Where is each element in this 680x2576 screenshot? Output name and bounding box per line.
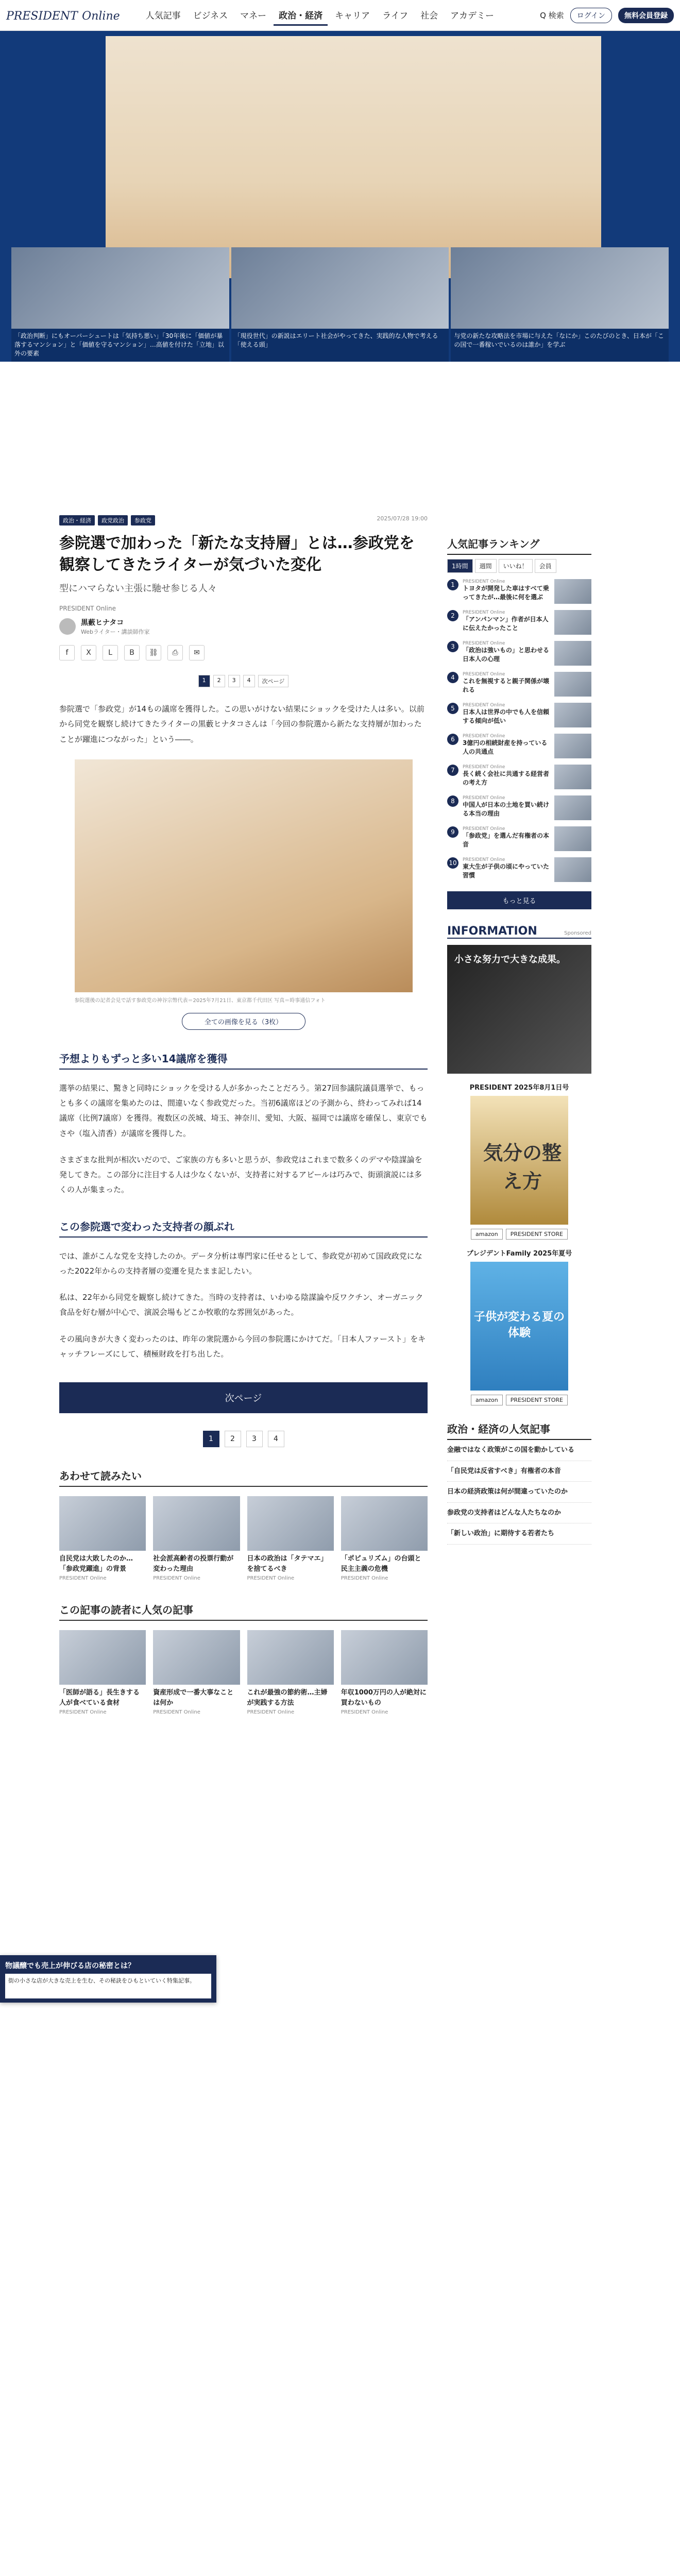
rank-title: トヨタが開発した車はすべて乗ってきたが…最後に何を選ぶ	[463, 585, 549, 601]
related-card[interactable]	[247, 1496, 334, 1581]
pager-item[interactable]: 3	[246, 1431, 263, 1447]
author-name: 黒藪ヒナタコ	[81, 619, 124, 627]
nav-item-money[interactable]: マネー	[240, 10, 267, 21]
nav-item-popular[interactable]: 人気記事	[145, 10, 181, 21]
ranking-item[interactable]	[447, 857, 591, 882]
rank-meta: PRESIDENT Online	[463, 703, 505, 708]
rank-meta: PRESIDENT Online	[463, 857, 505, 862]
register-button[interactable]: 無料会員登録	[618, 8, 674, 23]
print-icon[interactable]: ⎙	[167, 645, 183, 660]
rank-thumb	[554, 826, 591, 851]
card-source: PRESIDENT Online	[341, 1575, 388, 1581]
rank-thumb	[554, 672, 591, 697]
rank-number: 9	[447, 826, 458, 838]
logo-text: PRESIDENT	[6, 10, 78, 23]
paragraph: その風向きが大きく変わったのは、昨年の衆院選から今回の参院選にかけてだ。「日本人ファースト」をキャッチフレーズにして、積極財政を打ち出した。	[59, 1334, 426, 1359]
popular-card[interactable]	[59, 1630, 146, 1715]
latest-list	[447, 1440, 591, 1545]
hero-card-thumb	[11, 247, 229, 329]
sidebar	[447, 536, 591, 1545]
section-heading: この参院選で変わった支持者の顔ぶれ	[59, 1218, 428, 1238]
card-title: 日本の政治は「タテマエ」を捨てるべき	[247, 1555, 328, 1573]
ranking-item[interactable]	[447, 641, 591, 666]
nav-item-politics[interactable]: 政治・経済	[274, 5, 328, 26]
article-photo[interactable]	[74, 759, 413, 1004]
hero-card[interactable]	[451, 247, 669, 362]
card-thumb	[153, 1630, 240, 1685]
all-photos-button[interactable]: 全ての画像を見る（3枚）	[182, 1013, 305, 1030]
hero-cards	[0, 247, 680, 362]
site-logo[interactable]	[6, 8, 120, 23]
rank-thumb	[554, 610, 591, 635]
tab-like[interactable]: いいね！	[499, 559, 533, 573]
facebook-icon[interactable]: f	[59, 645, 75, 660]
rank-text	[463, 672, 550, 695]
rank-text	[463, 610, 550, 633]
card-thumb	[153, 1496, 240, 1551]
login-button[interactable]: ログイン	[570, 8, 612, 23]
page-link[interactable]: 2	[213, 675, 225, 687]
magazine-cover[interactable]	[470, 1096, 568, 1225]
article-date: 2025/07/28 19:00	[377, 515, 428, 522]
rank-title: 長く続く会社に共通する経営者の考え方	[463, 770, 550, 787]
card-source: PRESIDENT Online	[247, 1575, 295, 1581]
rank-text	[463, 734, 550, 757]
next-page-link[interactable]: 次ページ	[258, 675, 289, 687]
amazon-button[interactable]: amazon	[471, 1229, 503, 1240]
rank-thumb	[554, 795, 591, 820]
tag[interactable]: 政治・経済	[59, 515, 95, 526]
rank-thumb	[554, 579, 591, 604]
link-icon[interactable]: ⛓	[146, 645, 161, 660]
card-source: PRESIDENT Online	[153, 1575, 200, 1581]
hero-card[interactable]	[11, 247, 229, 362]
tab-member[interactable]: 会員	[535, 559, 556, 573]
card-title: これが最強の節約術…主婦が実践する方法	[247, 1689, 328, 1707]
card-thumb	[247, 1496, 334, 1551]
ranking-item[interactable]	[447, 826, 591, 851]
rank-text	[463, 795, 550, 819]
mail-icon[interactable]: ✉	[189, 645, 205, 660]
card-title: 社会派高齢者の投票行動が変わった理由	[153, 1555, 234, 1573]
header-actions	[540, 8, 674, 23]
nav-item-society[interactable]: 社会	[420, 10, 438, 21]
card-source: PRESIDENT Online	[59, 1575, 107, 1581]
rank-title: 東大生が子供の頃にやっていた習慣	[463, 863, 550, 879]
hero-card-text: 「現役世代」の新説はエリート社会がやってきた、実践的な人物で考える「使える頭」	[234, 332, 438, 348]
bookmark-icon[interactable]: B	[124, 645, 140, 660]
rank-meta: PRESIDENT Online	[463, 641, 505, 646]
page-link[interactable]: 1	[198, 675, 210, 687]
rank-title: 「参政党」を選んだ有権者の本音	[463, 832, 550, 849]
latest-item[interactable]: 「新しい政治」に期待する若者たち	[447, 1523, 591, 1545]
family-buttons	[447, 1395, 591, 1405]
article-title: 参院選で加わった「新たな支持層」とは…参政党を観察してきたライターが気づいた変化	[59, 534, 415, 574]
latest-item[interactable]: 金融ではなく政策がこの国を動かしている	[447, 1440, 591, 1461]
card-title: 資産形成で一番大事なことは何か	[153, 1689, 234, 1707]
page-link[interactable]: 3	[228, 675, 240, 687]
nav-item-academy[interactable]: アカデミー	[450, 10, 494, 21]
ranking-item[interactable]	[447, 734, 591, 758]
rank-meta: PRESIDENT Online	[463, 610, 505, 615]
rank-meta: PRESIDENT Online	[463, 579, 505, 584]
family-cover[interactable]: 子供が変わる夏の体験	[470, 1262, 568, 1391]
main-nav	[141, 5, 499, 26]
information-heading	[447, 925, 591, 939]
rank-number: 2	[447, 610, 458, 621]
rank-number: 5	[447, 703, 458, 714]
magazine-promo	[447, 1082, 591, 1240]
pager	[59, 1431, 428, 1447]
card-title: 自民党は大敗したのか…「参政党躍進」の背景	[59, 1555, 133, 1573]
logo-sub: Online	[82, 10, 120, 23]
rank-text	[463, 857, 550, 880]
card-source: PRESIDENT Online	[59, 1709, 107, 1715]
rank-thumb	[554, 641, 591, 666]
rank-meta: PRESIDENT Online	[463, 826, 505, 832]
paragraph: さまざまな批判が相次いだので、ご家族の方も多いと思うが、参政党はこれまで数多くのデマや陰謀論を発してきた。この部分に注目する人は少なくないが、支持者に対するアピールは巧みで、街頭演説には多くの人が集まった。	[59, 1155, 422, 1195]
popup-body: 街の小さな店が大きな売上を生む、その秘訣をひもといていく特集記事。	[5, 1974, 211, 1998]
ranking-item[interactable]	[447, 610, 591, 635]
rank-text	[463, 641, 550, 664]
store-button[interactable]: PRESIDENT STORE	[506, 1229, 568, 1240]
latest-item[interactable]: 参政党の支持者はどんな人たちなのか	[447, 1503, 591, 1524]
info-title: INFORMATION	[447, 925, 537, 938]
card-source: PRESIDENT Online	[247, 1709, 295, 1715]
popular-heading: この記事の読者に人気の記事	[59, 1602, 428, 1621]
card-source: PRESIDENT Online	[153, 1709, 200, 1715]
card-source: PRESIDENT Online	[341, 1709, 388, 1715]
article-tags	[59, 515, 428, 526]
paragraph: では、誰がこんな党を支持したのか。データ分析は専門家に任せるとして、参政党が初めて国政政党になった2022年からの支持者層の変遷を見たまま記したい。	[59, 1251, 422, 1276]
rank-number: 4	[447, 672, 458, 683]
photo-caption: 参院選後の記者会見で話す参政党の神谷宗幣代表＝2025年7月21日、東京都千代田区 写真＝時事通信フォト	[74, 997, 326, 1004]
related-heading: あわせて読みたい	[59, 1468, 428, 1487]
rank-number: 6	[447, 734, 458, 745]
tag[interactable]: 政党政治	[98, 515, 128, 526]
line-icon[interactable]: L	[103, 645, 118, 660]
paragraph: 私は、22年から同党を観察し続けてきた。当時の支持者は、いわゆる陰謀論や反ワクチン、オーガニック食品を好む層が中心で、演説会場もどこか牧歌的な雰囲気があった。	[59, 1293, 423, 1317]
tag[interactable]: 参政党	[131, 515, 155, 526]
popular-card[interactable]	[247, 1630, 334, 1715]
rank-text	[463, 579, 550, 602]
ranking-item[interactable]	[447, 672, 591, 697]
hero-card-text: 与党の新たな攻略法を市場に与えた「なにか」このたびのとき、日本が「この国で一番稼いでいるのは誰か」を学ぶ	[454, 332, 664, 348]
avatar	[59, 618, 76, 635]
more-button[interactable]: もっと見る	[447, 891, 591, 909]
magazine-buttons	[447, 1229, 591, 1240]
rank-meta: PRESIDENT Online	[463, 672, 505, 677]
magazine-title: PRESIDENT 2025年8月1日号	[469, 1084, 569, 1092]
card-title: 「医師が語る」長生きする人が食べている食材	[59, 1689, 140, 1707]
amazon-button[interactable]: amazon	[471, 1395, 503, 1405]
pager-item[interactable]: 1	[203, 1431, 219, 1447]
family-promo	[447, 1248, 591, 1405]
rank-title: 「政治は強いもの」と思わせる日本人の心理	[463, 647, 550, 663]
section-heading: 予想よりもずっと多い14議席を獲得	[59, 1050, 428, 1070]
ranking-item[interactable]	[447, 579, 591, 604]
related-grid	[59, 1496, 428, 1581]
related-card[interactable]	[153, 1496, 240, 1581]
rank-title: 日本人は世界の中でも人を信頼する傾向が低い	[463, 708, 550, 725]
related-card[interactable]	[59, 1496, 146, 1581]
rank-number: 1	[447, 579, 458, 590]
rank-text	[463, 826, 550, 850]
card-thumb	[341, 1630, 428, 1685]
latest-item[interactable]: 日本の経済政策は何が間違っていたのか	[447, 1482, 591, 1503]
magazine-cover-text: 気分の整え方	[483, 1141, 562, 1193]
rank-title: これを無視すると親子関係が壊れる	[463, 677, 550, 694]
article-subtitle: 型にハマらない主張に馳せ参じる人々	[59, 583, 217, 594]
hero-image[interactable]	[106, 36, 601, 278]
popular-card[interactable]	[153, 1630, 240, 1715]
rank-meta: PRESIDENT Online	[463, 734, 505, 739]
latest-item[interactable]: 「自民党は反省すべき」有権者の本音	[447, 1461, 591, 1482]
tab-hour[interactable]: 1時間	[447, 559, 473, 573]
search-button[interactable]: Q 検索	[540, 11, 564, 20]
paragraph: 選挙の結果に、驚きと同時にショックを受ける人が多かったことだろう。第27回参議院議員選挙で、もっとも多くの議席を集めたのは、間違いなく参政党だった。当初6議席ほどの予測から、終わってみれば14議席（比例7議席）を獲得。複数区の茨城、埼玉、神奈川、愛知、大阪、福岡では議席を確保し、東京でもさや（塩入清香）が議席を獲得した。	[59, 1083, 428, 1138]
hero-banner	[0, 31, 680, 362]
hero-card-thumb	[451, 247, 669, 329]
article-lead: 参院選で「参政党」が14もの議席を獲得した。この思いがけない結果にショックを受けた人は多い。以前から同党を観察し続けてきたライターの黒藪ヒナタコさんは「今回の参院選から新たな支持層が加わったことが躍進につながった」という――。	[59, 704, 424, 744]
popular-card[interactable]	[341, 1630, 428, 1715]
family-title: プレジデントFamily 2025年夏号	[466, 1250, 572, 1258]
rank-title: 中国人が日本の土地を買い続ける本当の理由	[463, 801, 550, 818]
card-title: 年収1000万円の人が絶対に買わないもの	[341, 1689, 427, 1707]
ranking-item[interactable]	[447, 703, 591, 727]
nav-item-career[interactable]: キャリア	[335, 10, 370, 21]
rank-number: 3	[447, 641, 458, 652]
card-thumb	[341, 1496, 428, 1551]
tab-week[interactable]: 週間	[475, 559, 497, 573]
related-card[interactable]	[341, 1496, 428, 1581]
card-title: 「ポピュリズム」の台頭と民主主義の危機	[341, 1555, 421, 1573]
ranking-tabs	[447, 559, 591, 573]
card-thumb	[59, 1630, 146, 1685]
rank-text	[463, 765, 550, 788]
store-button[interactable]: PRESIDENT STORE	[506, 1395, 568, 1405]
rank-thumb	[554, 703, 591, 727]
rank-number: 7	[447, 765, 458, 776]
rank-thumb	[554, 734, 591, 758]
author[interactable]	[59, 617, 428, 636]
author-role: Webライター・講談師作家	[81, 629, 150, 635]
nav-item-life[interactable]: ライフ	[382, 10, 409, 21]
rank-number: 8	[447, 795, 458, 807]
rank-meta: PRESIDENT Online	[463, 795, 505, 801]
ad-banner[interactable]: 小さな努力で大きな成果。	[447, 945, 591, 1074]
latest-heading: 政治・経済の人気記事	[447, 1421, 591, 1440]
site-header	[0, 0, 680, 31]
top-page-nav	[59, 675, 428, 687]
info-sub: Sponsored	[564, 930, 591, 936]
x-icon[interactable]: X	[81, 645, 96, 660]
popup-title: 物議醸でも売上が伸びる店の秘密とは？	[5, 1962, 135, 1970]
ranking-heading: 人気記事ランキング	[447, 536, 591, 555]
rank-text	[463, 703, 550, 726]
card-thumb	[247, 1630, 334, 1685]
hero-card[interactable]	[231, 247, 449, 362]
rank-title: 3億円の相続財産を持っている人の共通点	[463, 739, 548, 756]
hero-card-thumb	[231, 247, 449, 329]
page-link[interactable]: 4	[243, 675, 255, 687]
article-main	[59, 515, 428, 1715]
popular-grid	[59, 1630, 428, 1715]
promo-popup[interactable]	[0, 1955, 216, 2003]
hero-card-text: 「政治判断」にもオーバーシュートは「気持ち悪い」「30年後に「価値が暴落するマンション」と「価値を守るマンション」…高値を付けた「立地」以外の要素	[14, 332, 224, 357]
rank-thumb	[554, 765, 591, 789]
ranking-item[interactable]	[447, 795, 591, 820]
byline: PRESIDENT Online	[59, 605, 116, 612]
ranking-item[interactable]	[447, 765, 591, 789]
share-bar	[59, 645, 428, 660]
pager-item[interactable]: 2	[225, 1431, 241, 1447]
ranking-list	[447, 579, 591, 882]
card-thumb	[59, 1496, 146, 1551]
rank-number: 10	[447, 857, 458, 869]
rank-meta: PRESIDENT Online	[463, 765, 505, 770]
rank-thumb	[554, 857, 591, 882]
nav-item-business[interactable]: ビジネス	[193, 10, 228, 21]
pager-item[interactable]: 4	[268, 1431, 284, 1447]
rank-title: 「アンパンマン」作者が日本人に伝えたかったこと	[463, 616, 549, 632]
next-page-button[interactable]: 次ページ	[59, 1382, 428, 1413]
